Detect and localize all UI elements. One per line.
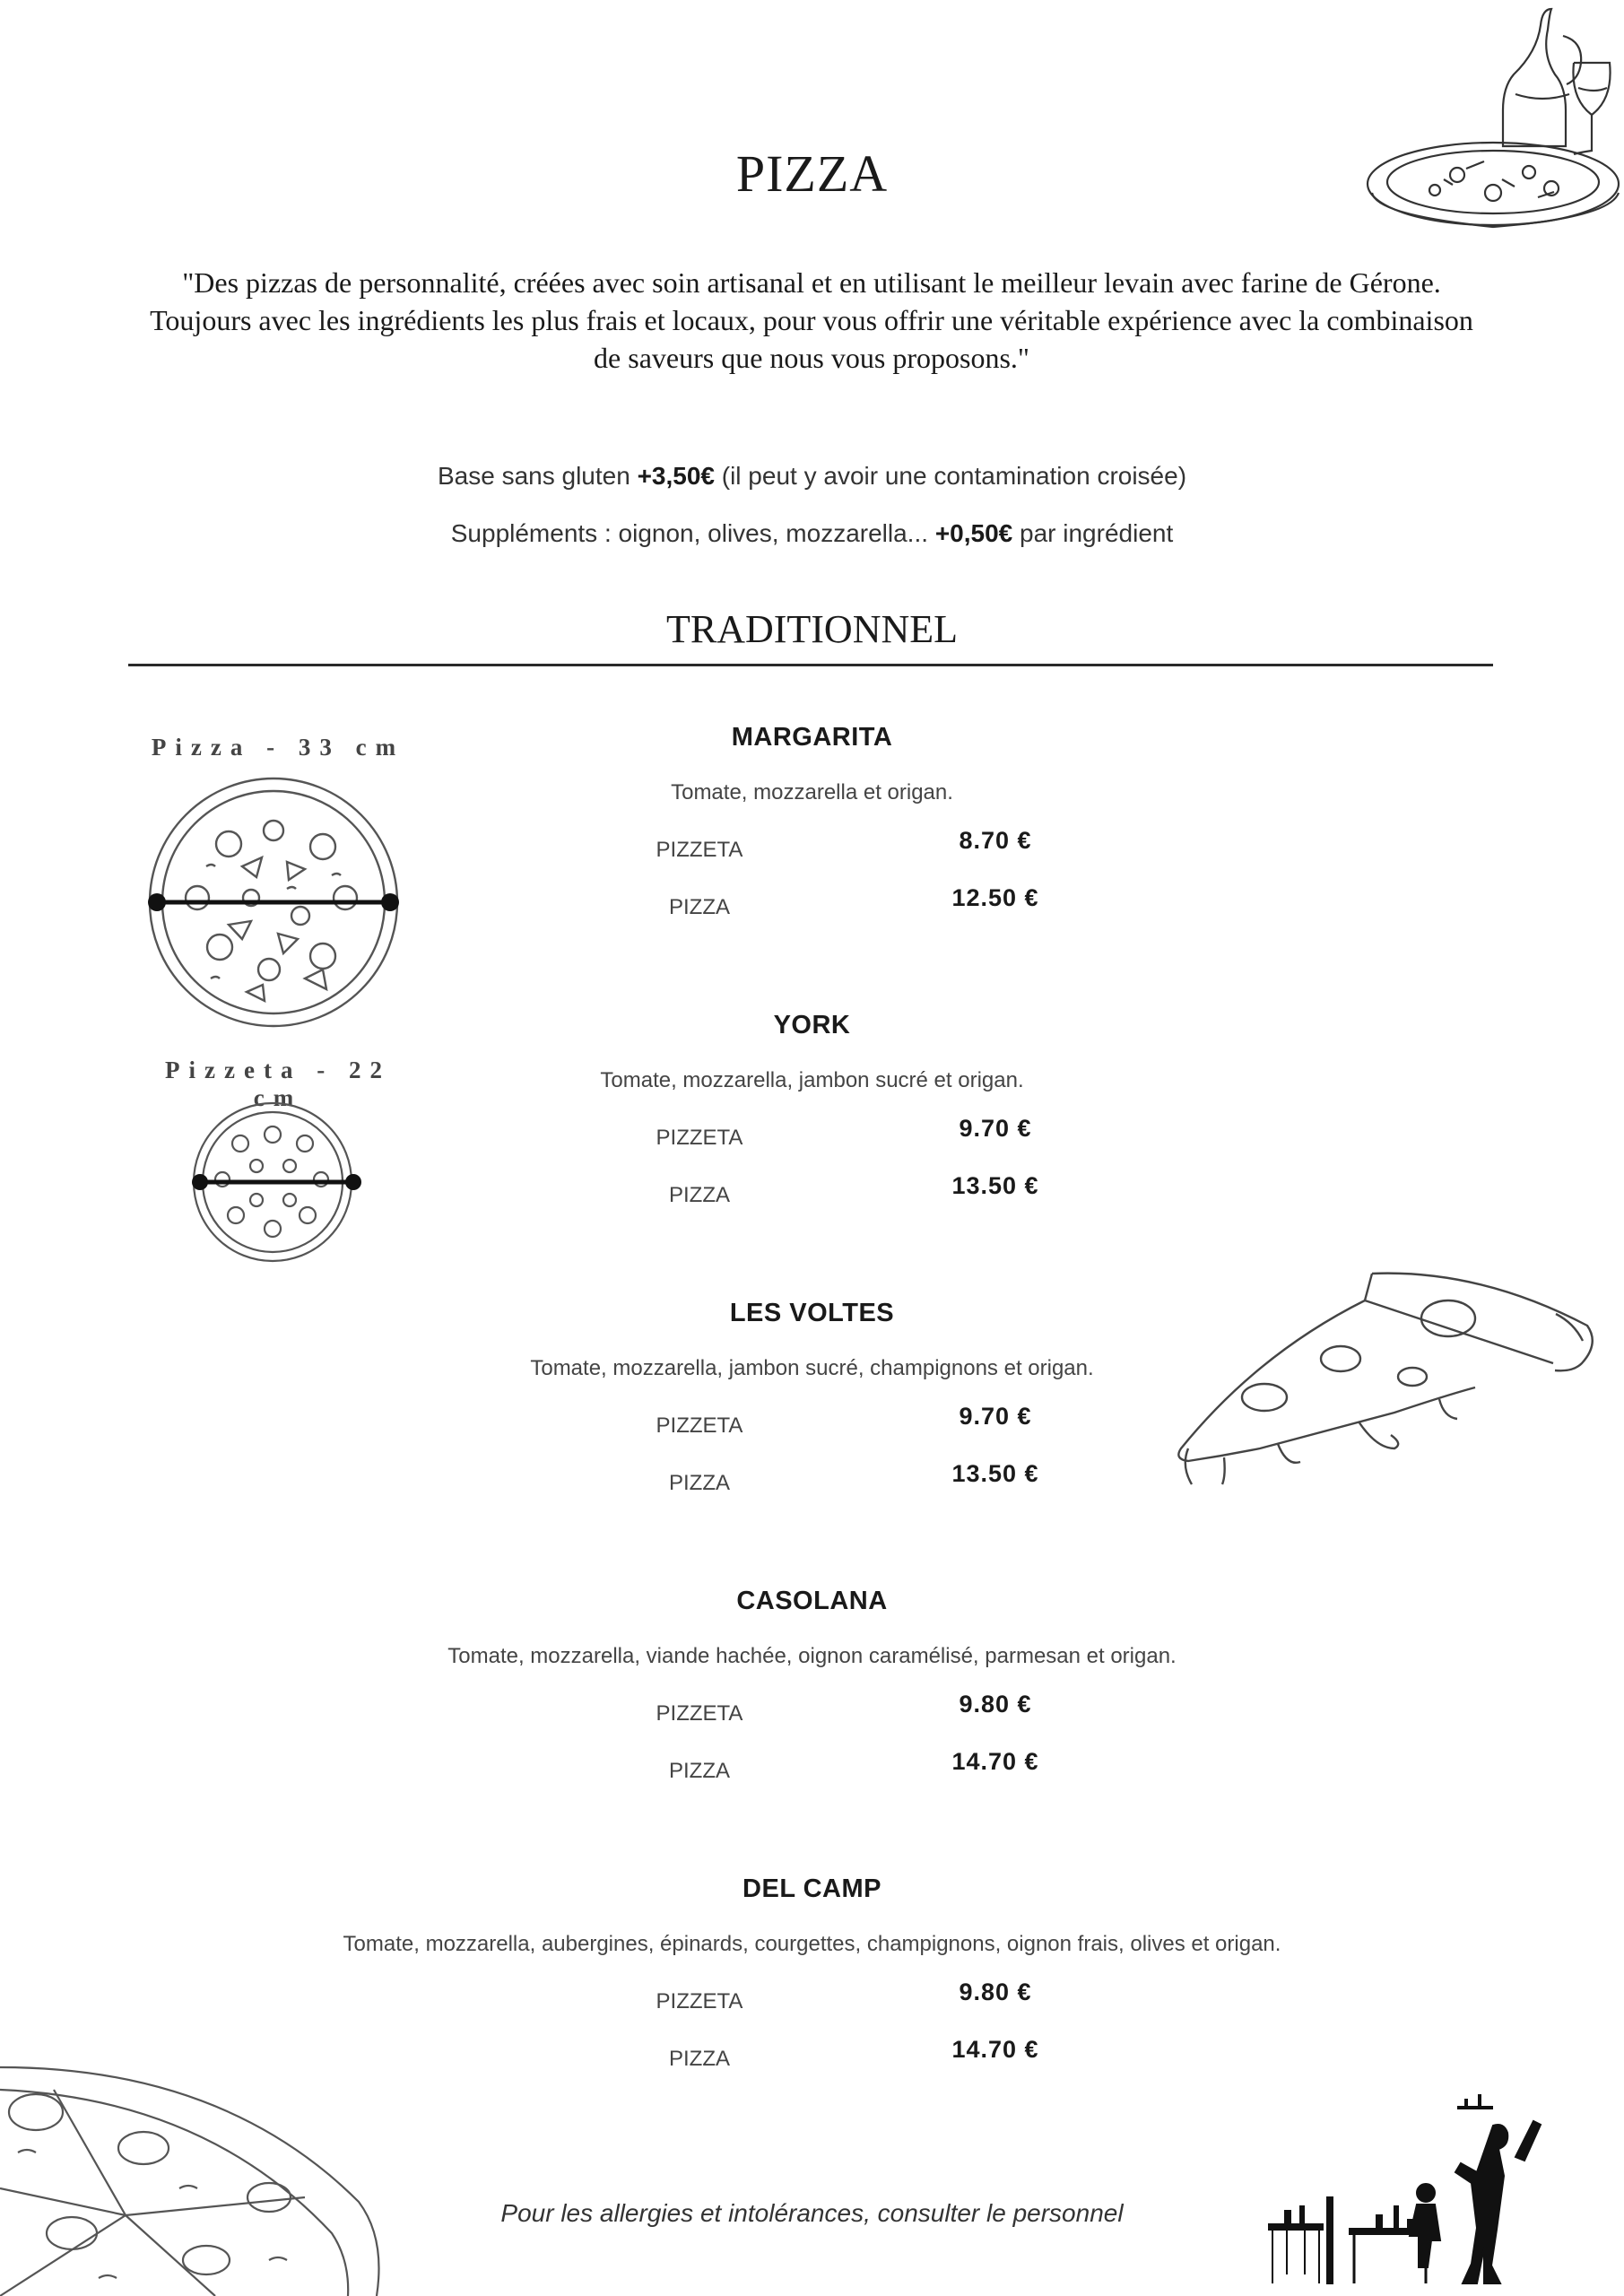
pizza-label: PIZZA <box>668 1759 730 1783</box>
gluten-free-text: Base sans gluten <box>437 462 630 490</box>
pizza-price: 14.70 € <box>951 2036 1039 2063</box>
pizza-label: PIZZA <box>668 1471 730 1495</box>
menu-item <box>0 1587 1624 1820</box>
gluten-free-warning: (il peut y avoir une contamination croisée) <box>721 462 1187 490</box>
item-name: CASOLANA <box>736 1587 888 1615</box>
pizzeta-price: 9.80 € <box>959 1691 1032 1718</box>
pizzeta-label: PIZZETA <box>656 1126 743 1150</box>
item-description: Tomate, mozzarella, jambon sucré et origan. <box>600 1068 1024 1092</box>
pizzeta-price: 9.70 € <box>959 1115 1032 1142</box>
pizzeta-label: PIZZETA <box>656 1989 743 2013</box>
page-title: PIZZA <box>735 144 889 203</box>
pizza-label: PIZZA <box>668 1183 730 1207</box>
section-divider <box>128 664 1493 666</box>
item-description: Tomate, mozzarella, viande hachée, oignon caramélisé, parmesan et origan. <box>447 1644 1177 1668</box>
pizza-jug-glass-icon <box>1359 0 1624 247</box>
pizza-label: PIZZA <box>668 895 730 919</box>
supplements-note <box>0 519 1624 548</box>
menu-item <box>0 1011 1624 1244</box>
pizzeta-price: 8.70 € <box>959 827 1032 854</box>
supplements-text: Suppléments : oignon, olives, mozzarella... <box>450 519 929 547</box>
supplements-price: +0,50€ <box>934 519 1013 547</box>
item-name: YORK <box>773 1011 851 1039</box>
gluten-free-price: +3,50€ <box>637 462 715 490</box>
item-name: LES VOLTES <box>729 1299 895 1327</box>
pizzeta-label: PIZZETA <box>656 1701 743 1726</box>
pizza-price: 14.70 € <box>951 1748 1039 1775</box>
pizza-price: 12.50 € <box>951 884 1039 911</box>
waiter-scene-icon <box>1260 2072 1574 2287</box>
item-description: Tomate, mozzarella et origan. <box>671 780 953 804</box>
pizza-label: PIZZA <box>668 2047 730 2071</box>
pizzeta-price: 9.70 € <box>959 1403 1032 1430</box>
supplements-unit: par ingrédient <box>1020 519 1174 547</box>
pizzeta-label: PIZZETA <box>656 838 743 862</box>
pizza-size-label: Pizza - 33 cm <box>151 734 405 761</box>
pizza-price: 13.50 € <box>951 1172 1039 1199</box>
item-description: Tomate, mozzarella, aubergines, épinards, courgettes, champignons, oignon frais, olives et origan. <box>343 1932 1281 1956</box>
pizza-price: 13.50 € <box>951 1460 1039 1487</box>
item-name: DEL CAMP <box>743 1874 881 1903</box>
pizzeta-price: 9.80 € <box>959 1979 1032 2005</box>
menu-item <box>0 1299 1624 1532</box>
item-description: Tomate, mozzarella, jambon sucré, champignons et origan. <box>530 1356 1094 1380</box>
menu-item <box>0 723 1624 956</box>
item-name: MARGARITA <box>731 723 893 752</box>
pizzeta-size-label: Pizzeta - 22 cm <box>165 1057 391 1111</box>
intro-quote: "Des pizzas de personnalité, créées avec soin artisanal et en utilisant le meilleur levain avec farine de Gérone. Toujours avec les ingrédients les plus frais et locaux, pour vous offrir une véritable expérience avec la combinaison de saveurs que nous vous proposons." <box>150 266 1473 374</box>
pizza-sketch-icon <box>0 2054 386 2296</box>
allergy-footer-note: Pour les allergies et intolérances, consulter le personnel <box>500 2199 1124 2227</box>
pizzeta-label: PIZZETA <box>656 1413 743 1438</box>
section-title: TRADITIONNEL <box>665 607 959 651</box>
gluten-free-note <box>0 462 1624 491</box>
